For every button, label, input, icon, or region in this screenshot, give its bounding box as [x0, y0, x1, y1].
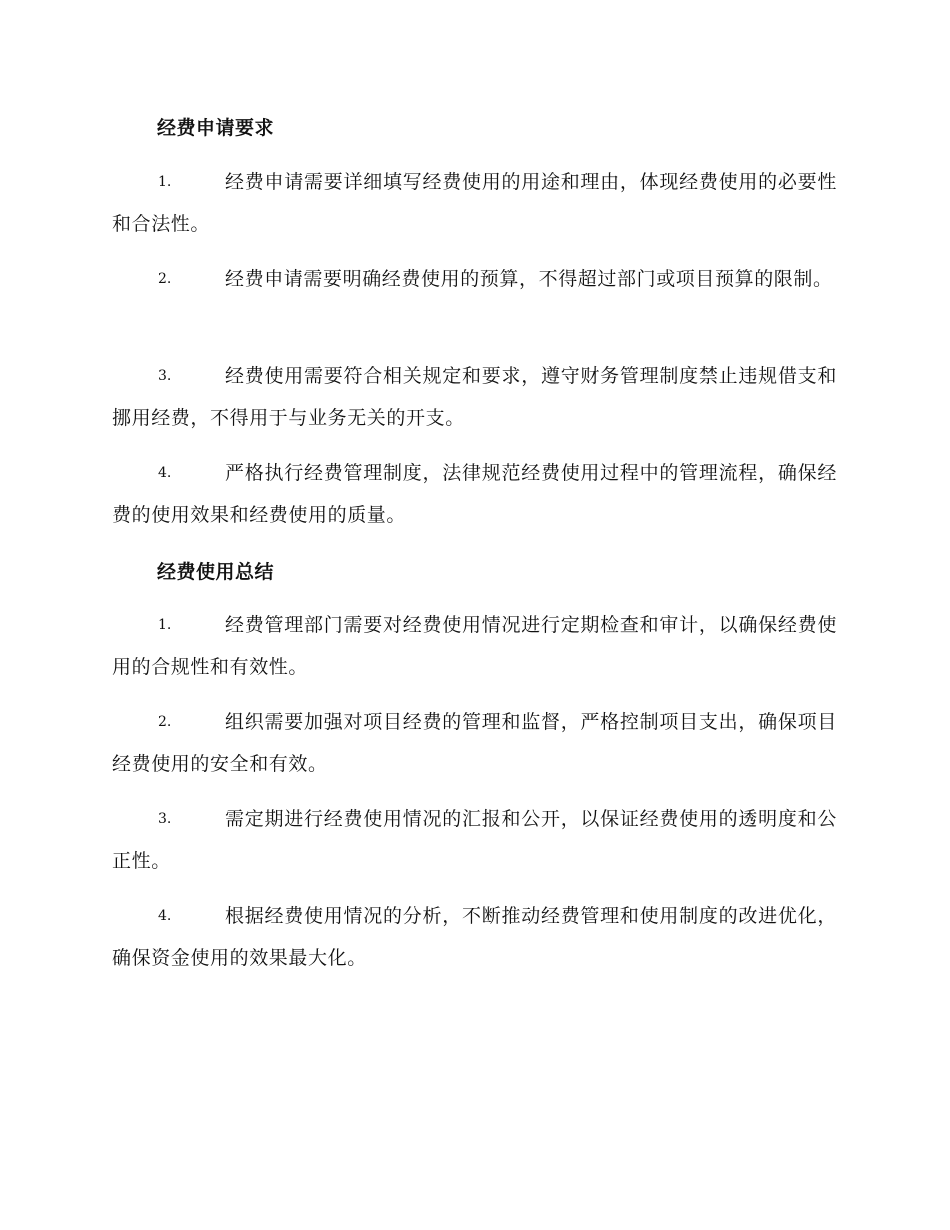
- list-item: [112, 798, 837, 882]
- list-item-text: 经费申请需要明确经费使用的预算，不得超过部门或项目预算的限制。: [225, 268, 833, 290]
- list-item: [112, 161, 837, 245]
- list-item-text: 严格执行经费管理制度，法律规范经费使用过程中的管理流程，确保经费的使用效果和经费使用的质量。: [112, 462, 837, 526]
- section-heading-summary: 经费使用总结: [157, 561, 275, 583]
- list-item: [112, 604, 837, 688]
- list-item-number: 1.: [158, 174, 172, 190]
- list-item-number: 3.: [158, 811, 172, 827]
- list-item-text: 需定期进行经费使用情况的汇报和公开，以保证经费使用的透明度和公正性。: [112, 808, 837, 872]
- list-item-number: 4.: [158, 465, 172, 481]
- list-item-text: 根据经费使用情况的分析，不断推动经费管理和使用制度的改进优化，确保资金使用的效果最大化。: [112, 905, 837, 969]
- list-item-text: 经费申请需要详细填写经费使用的用途和理由，体现经费使用的必要性和合法性。: [112, 171, 837, 235]
- section-heading-application: 经费申请要求: [157, 117, 275, 139]
- list-item-number: 4.: [158, 908, 172, 924]
- list-item-text: 组织需要加强对项目经费的管理和监督，严格控制项目支出，确保项目经费使用的安全和有效。: [112, 711, 837, 775]
- list-item-number: 1.: [158, 617, 172, 633]
- list-item: [112, 895, 837, 979]
- list-item-text: 经费管理部门需要对经费使用情况进行定期检查和审计，以确保经费使用的合规性和有效性。: [112, 614, 837, 678]
- list-item: [112, 452, 837, 536]
- list-item: [112, 701, 837, 785]
- list-item-number: 2.: [158, 271, 172, 287]
- list-item: [112, 355, 837, 439]
- list-item-number: 3.: [158, 368, 172, 384]
- list-item-number: 2.: [158, 714, 172, 730]
- list-item-text: 经费使用需要符合相关规定和要求，遵守财务管理制度禁止违规借支和挪用经费，不得用于与业务无关的开支。: [112, 365, 837, 429]
- list-item: [112, 258, 837, 300]
